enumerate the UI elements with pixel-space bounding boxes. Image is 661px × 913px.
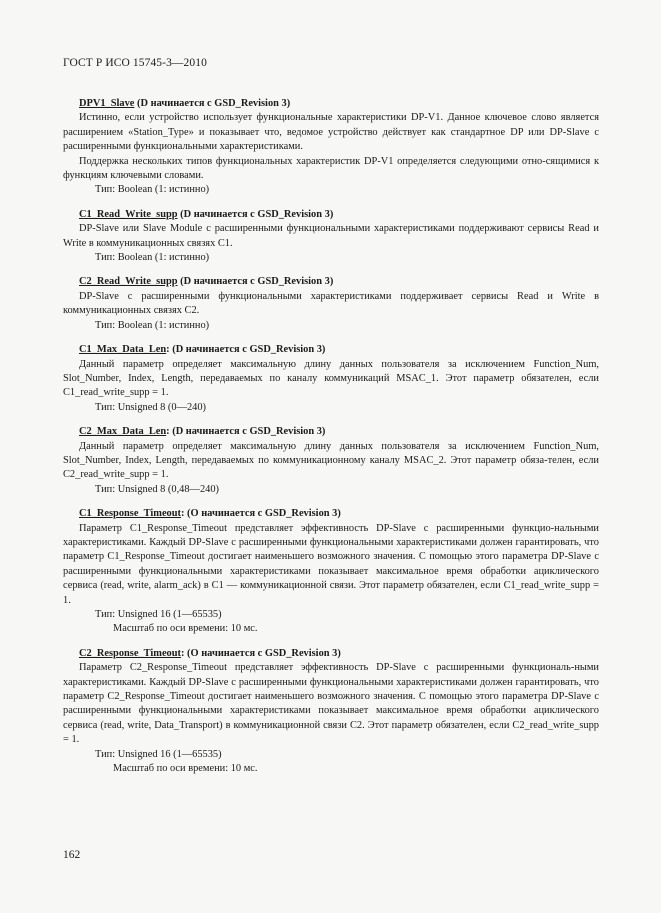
document-header: ГОСТ Р ИСО 15745-3—2010 [63,57,207,69]
section-title [63,97,599,111]
section-c1-read-write-supp [63,208,599,266]
keyword-condition: (D начинается с GSD_Revision 3) [177,276,334,288]
section-c2-read-write-supp [63,275,599,333]
keyword-condition: (D начинается с GSD_Revision 3) [177,208,334,220]
keyword-condition: : (O начинается с GSD_Revision 3) [181,508,341,520]
section-c2-max-data-len [63,425,599,497]
paragraph: Данный параметр определяет максимальную длину данных пользователя за исключением Function_Num, Slot_Number, Index, Length, передаваемых по коммуникационному каналу MSAC_2. Этот параметр обяза-телен, если C2_read_write_supp = 1. [63,440,599,481]
type-line: Тип: Boolean (1: истинно) [95,319,210,331]
paragraph: DP-Slave или Slave Module с расширенными функциональными характеристиками поддерживают сервисы Read и Write в коммуникационных связях C1. [63,223,599,249]
page-number: 162 [63,849,81,861]
keyword: C1_Read_Write_supp [79,208,178,220]
paragraph: DP-Slave с расширенными функциональными характеристиками поддерживает сервисы Read и Write в коммуникационных связях C2. [63,290,599,317]
paragraph: Параметр C1_Response_Timeout представляет эффективность DP-Slave с расширенными функцио-нальными характеристиками. Каждый DP-Slave с расширенными функциональными характеристиками должен гарантировать, что параметр C1_Response_Timeout достигает наименьшего возможного значения. С помощью этого параметра DP-Slave с расширенными функциональными характеристиками показывает максимальное время обработки ациклического сервиса (read, write, alarm_ack) в C1 — коммуникационной связи. Этот параметр обязателен, если C1_read_write_supp = 1. [63,522,599,606]
keyword: C1_Response_Timeout [79,508,181,520]
section-c2-response-timeout [63,647,599,777]
keyword: DPV1_Slave [79,98,135,109]
type-line: Тип: Unsigned 16 (1—65535) [95,748,222,760]
scale-line: Масштаб по оси времени: 10 мс. [113,623,258,635]
paragraph: Параметр C2_Response_Timeout представляет эффективность DP-Slave с расширенными функциональ-ными характеристиками. Каждый DP-Slave с расширенными функциональными характеристиками должен гарантировать, что параметр C2_Response_Timeout достигает наименьшего возможного значения. С помощью этого параметра DP-Slave с расширенными функциональными характеристиками показывает максимальное время обработки ациклического сервиса (read, write, Data_Transport) в коммуникационной связи C2. Этот параметр обязателен, если C2_read_write_supp = 1. [63,662,599,746]
section-dpv1-slave [63,97,599,198]
section-title [63,425,599,439]
section-c1-response-timeout [63,507,599,637]
section-title [63,507,599,521]
paragraph: Поддержка нескольких типов функциональных характеристик DP-V1 определяется следующими отно-сящимися к функциям ключевыми словами. [63,155,599,182]
section-c1-max-data-len [63,343,599,415]
section-title [63,647,599,661]
type-line: Тип: Boolean (1: истинно) [95,252,210,264]
keyword: C2_Read_Write_supp [79,276,178,288]
keyword: C2_Max_Data_Len [79,426,167,438]
section-title [63,343,599,357]
keyword-condition: (D начинается с GSD_Revision 3) [134,98,291,109]
section-title [63,208,599,222]
keyword-condition: : (D начинается с GSD_Revision 3) [166,344,326,356]
keyword-condition: : (O начинается с GSD_Revision 3) [181,647,341,659]
paragraph: Истинно, если устройство использует функциональные характеристики DP-V1. Данное ключевое слово является расширением «Station_Type» и показывает что, ведомое устройство действует как стандартное DP или DP-Slave с расширенными функциональными характеристиками. [63,112,599,153]
keyword: C1_Max_Data_Len [79,344,167,356]
keyword-condition: : (D начинается с GSD_Revision 3) [166,426,326,438]
scale-line: Масштаб по оси времени: 10 мс. [113,763,258,775]
keyword: C2_Response_Timeout [79,647,181,659]
type-line: Тип: Unsigned 16 (1—65535) [95,609,222,620]
type-line: Тип: Unsigned 8 (0—240) [95,401,207,413]
paragraph: Данный параметр определяет максимальную длину данных пользователя за исключением Function_Num, Slot_Number, Index, Length, передаваемых по каналу коммуникаций MSAC_1. Этот параметр обязателен, если C1_read_write_supp = 1. [63,358,599,399]
type-line: Тип: Unsigned 8 (0,48—240) [95,483,219,495]
section-title [63,275,599,289]
type-line: Тип: Boolean (1: истинно) [95,184,210,196]
document-body [63,97,599,786]
